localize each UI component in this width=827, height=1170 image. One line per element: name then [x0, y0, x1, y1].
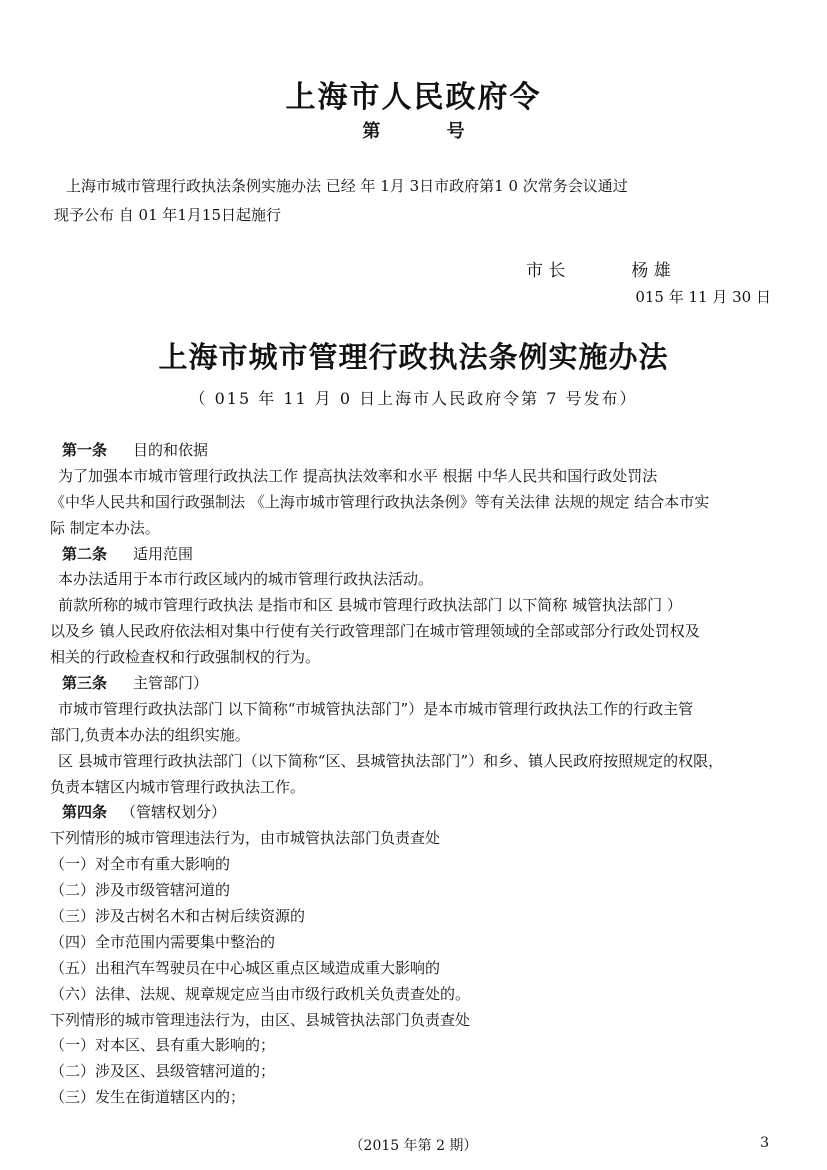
- page-number: 3: [760, 1135, 769, 1151]
- paragraph-line: 以及乡 镇人民政府依法相对集中行使有关行政管理部门在城市管理领域的全部或部分行政处罚权及: [50, 622, 700, 641]
- mayor-label: 市 长: [526, 261, 566, 281]
- list-item: （四）全市范围内需要集中整治的: [50, 932, 276, 951]
- order-intro: [54, 172, 794, 230]
- paragraph-line: 际 制定本办法。: [50, 518, 160, 537]
- article-label: 第三条: [62, 674, 108, 693]
- mayor-signature: [526, 256, 671, 281]
- regulation-subtitle: （ 015 年 11 月 0 日上海市人民政府令第 7 号发布）: [189, 389, 638, 408]
- paragraph-line: 市城市管理行政执法部门 以下简称“市城管执法部门”）是本市城市管理行政执法工作的行政主管: [58, 699, 694, 718]
- paragraph-line: 区 县城市管理行政执法部门（以下简称“区、县城管执法部门”）和乡、镇人民政府按照规定的权限，: [58, 751, 724, 770]
- article-title: 主管部门）: [133, 674, 209, 693]
- paragraph-line: 本办法适用于本市行政区域内的城市管理行政执法活动。: [58, 570, 434, 589]
- article-heading: [50, 438, 795, 464]
- list-item: （三）发生在街道辖区内的；: [50, 1088, 246, 1107]
- paragraph-line: 《中华人民共和国行政强制法 《上海市城市管理行政执法条例》等有关法律 法规的规定 结合本市实: [50, 492, 710, 511]
- article-title: （管辖权划分）: [121, 803, 227, 822]
- article-label: 第四条: [62, 803, 108, 822]
- intro-line-1: 上海市城市管理行政执法条例实施办法 已经 年 1月 3日市政府第1 0 次常务会议通过: [66, 177, 628, 195]
- intro-line-2: 现予公布 自 01 年1月15日起施行: [54, 206, 282, 224]
- article-title: 目的和依据: [133, 441, 209, 459]
- issue-label: （2015 年第 2 期）: [349, 1138, 478, 1154]
- list-item: （二）涉及市级管辖河道的: [50, 881, 231, 900]
- list-item: （五）出租汽车驾驶员在中心城区重点区域造成重大影响的: [50, 958, 441, 977]
- signing-date: 015 年 11 月 30 日: [635, 288, 771, 306]
- article-heading: [50, 542, 795, 568]
- list-item: （二）涉及区、县级管辖河道的；: [50, 1062, 276, 1081]
- article-heading: [50, 671, 795, 697]
- paragraph-line: 部门,负责本办法的组织实施。: [50, 725, 250, 744]
- paragraph-line: 负责本辖区内城市管理行政执法工作。: [50, 777, 306, 796]
- article-title: 适用范围: [133, 544, 194, 563]
- regulation-title: 上海市城市管理行政执法条例实施办法: [158, 340, 669, 374]
- order-number: 第 号: [362, 121, 465, 142]
- paragraph-line: 下列情形的城市管理违法行为，由市城管执法部门负责查处: [50, 829, 441, 848]
- article-heading: [50, 800, 795, 826]
- mayor-name: 杨 雄: [631, 261, 671, 281]
- list-item: （三）涉及古树名木和古树后续资源的: [50, 907, 306, 926]
- article-label: 第二条: [62, 544, 108, 563]
- list-item: （一）对本区、县有重大影响的；: [50, 1036, 276, 1055]
- article-label: 第一条: [62, 441, 108, 459]
- paragraph-line: 相关的行政检查权和行政强制权的行为。: [50, 648, 321, 667]
- paragraph-line: 下列情形的城市管理违法行为，由区、县城管执法部门负责查处: [50, 1010, 471, 1029]
- order-title: 上海市人民政府令: [285, 80, 542, 115]
- paragraph-line: 为了加强本市城市管理行政执法工作 提高执法效率和水平 根据 中华人民共和国行政处罚法: [58, 466, 658, 485]
- paragraph-line: 前款所称的城市管理行政执法 是指市和区 县城市管理行政执法部门 以下简称 城管执法部门 ）: [58, 596, 682, 615]
- regulation-body: [50, 438, 795, 1111]
- list-item: （六）法律、法规、规章规定应当由市级行政机关负责查处的。: [50, 984, 471, 1003]
- list-item: （一）对全市有重大影响的: [50, 855, 231, 874]
